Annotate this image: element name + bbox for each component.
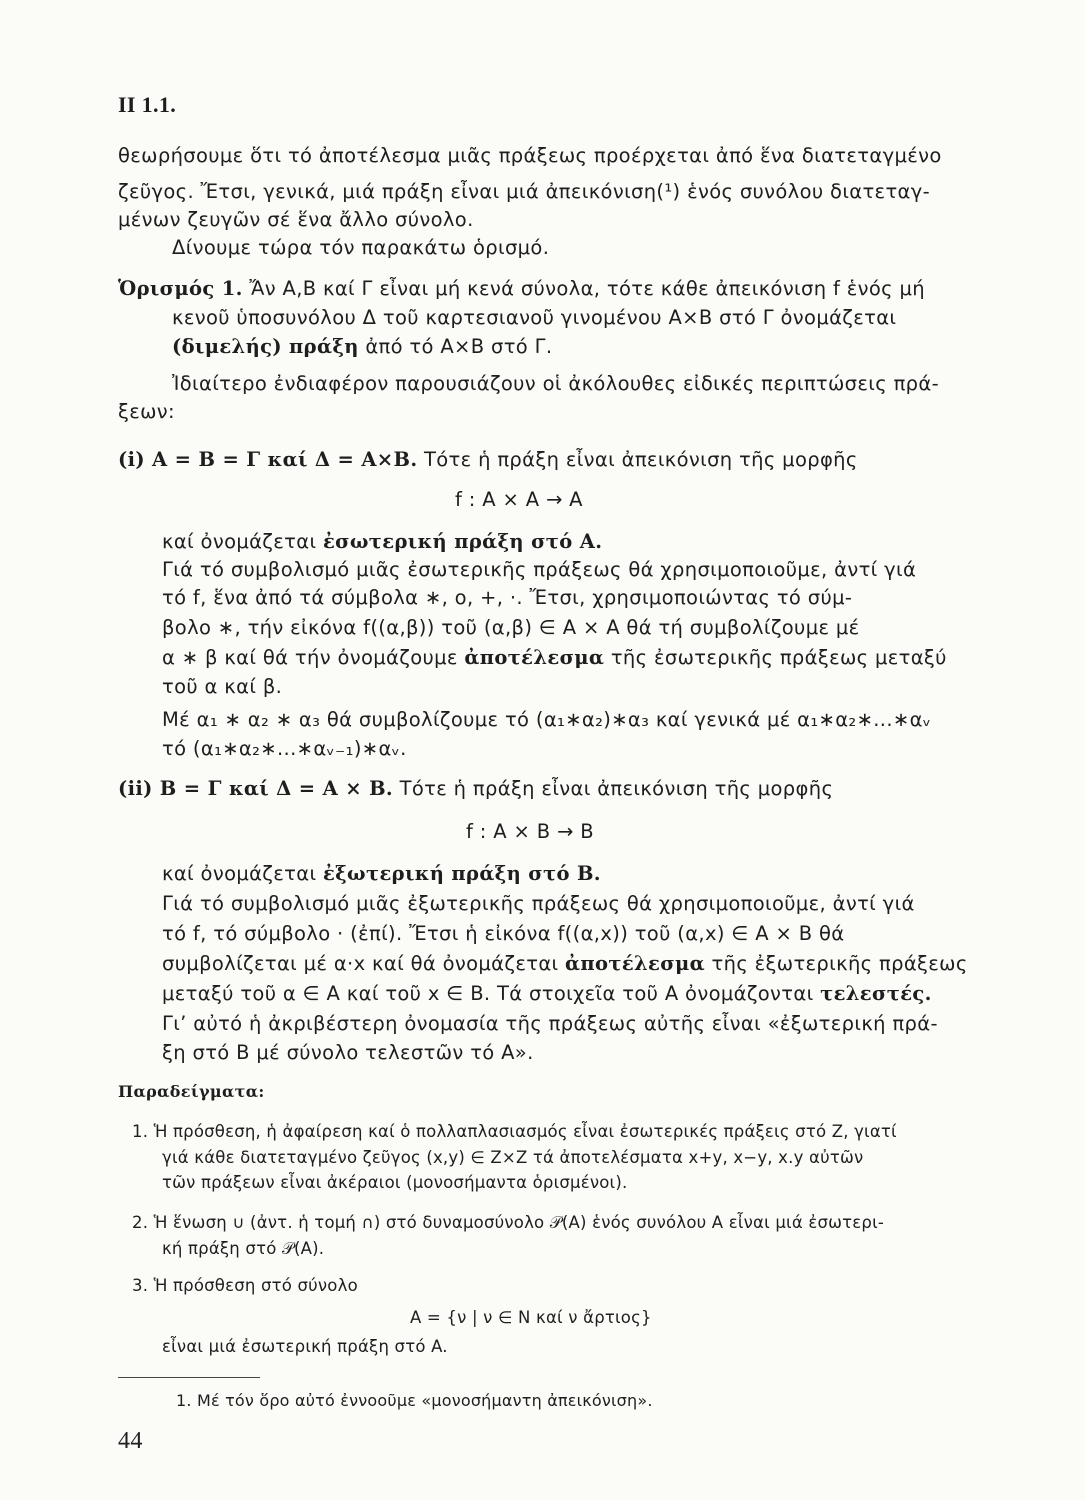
case-i-term: ἀποτέλεσμα bbox=[464, 646, 605, 669]
case-i-line: Γιά τό συμβολισμό μιᾶς ἐσωτερικῆς πράξεως θά χρησιμοποιοῦμε, ἀντί γιά bbox=[162, 558, 917, 581]
case-ii-named bbox=[162, 862, 601, 885]
section-header: II 1.1. bbox=[118, 92, 177, 117]
footnote-rule bbox=[118, 1377, 260, 1378]
case-ii-line: τό f, τό σύμβολο · (ἐπί). Ἔτσι ἡ εἰκόνα f((α,x)) τοῦ (α,x) ∈ A × B θά bbox=[162, 922, 845, 945]
case-ii-line: ξη στό B μέ σύνολο τελεστῶν τό A». bbox=[162, 1041, 534, 1064]
case-i-text: α ∗ β καί θά τήν ὀνομάζουμε bbox=[162, 646, 465, 669]
definition-line bbox=[118, 277, 925, 300]
case-i-line: τό f, ἕνα ἀπό τά σύμβολα ∗, ο, +, ·. Ἔτσι, χρησιμοποιώντας τό σύμ- bbox=[162, 586, 853, 609]
case-i-line: τό (α₁∗α₂∗...∗αᵥ₋₁)∗αᵥ. bbox=[162, 737, 407, 760]
intro-line: ζεῦγος. Ἔτσι, γενικά, μιά πράξη εἶναι μιά ἀπεικόνιση(¹) ἑνός συνόλου διατεταγ- bbox=[118, 180, 931, 203]
definition-text: Ἄν A,B καί Γ εἶναι μή κενά σύνολα, τότε κάθε ἀπεικόνιση f ἑνός μή bbox=[242, 277, 925, 300]
intro-line: Δίνουμε τώρα τόν παρακάτω ὁρισμό. bbox=[172, 236, 550, 259]
case-i-line: Μέ α₁ ∗ α₂ ∗ α₃ θά συμβολίζουμε τό (α₁∗α₂)∗α₃ καί γενικά μέ α₁∗α₂∗...∗αᵥ bbox=[162, 708, 932, 731]
definition-line bbox=[172, 335, 552, 358]
example-formula: A = {ν | ν ∈ N καί ν ἄρτιος} bbox=[410, 1308, 652, 1327]
definition-line: Ἰδιαίτερο ἐνδιαφέρον παρουσιάζουν οἱ ἀκόλουθες εἰδικές περιπτώσεις πρά- bbox=[172, 372, 939, 395]
case-ii-line bbox=[162, 952, 968, 975]
example-line: εἶναι μιά ἐσωτερική πράξη στό A. bbox=[162, 1337, 448, 1356]
example-line: τῶν πράξεων εἶναι ἀκέραιοι (μονοσήμαντα ὁρισμένοι). bbox=[162, 1173, 628, 1192]
case-ii-text: Τότε ἡ πράξη εἶναι ἀπεικόνιση τῆς μορφῆς bbox=[393, 777, 834, 800]
intro-line: θεωρήσουμε ὅτι τό ἀποτέλεσμα μιᾶς πράξεως προέρχεται ἀπό ἕνα διατεταγμένο bbox=[118, 144, 942, 167]
case-ii-line: Γιά τό συμβολισμό μιᾶς ἐξωτερικῆς πράξεως θά χρησιμοποιοῦμε, ἀντί γιά bbox=[162, 892, 915, 915]
case-ii-text: καί ὀνομάζεται bbox=[162, 862, 323, 885]
case-ii-text: τῆς ἐξωτερικῆς πράξεως bbox=[704, 952, 968, 975]
case-i-line: βολο ∗, τήν εἰκόνα f((α,β)) τοῦ (α,β) ∈ A × A θά τή συμβολίζουμε μέ bbox=[162, 616, 860, 639]
case-ii-line: Γι’ αὐτό ἡ ἀκριβέστερη ὀνομασία τῆς πράξεως αὐτῆς εἶναι «ἐξωτερική πρά- bbox=[162, 1012, 938, 1035]
case-i-line bbox=[162, 646, 947, 669]
case-i-formula: f : A × A → A bbox=[455, 488, 583, 511]
case-ii-line bbox=[162, 982, 932, 1005]
definition-line: κενοῦ ὑποσυνόλου Δ τοῦ καρτεσιανοῦ γινομένου A×B στό Γ ὀνομάζεται bbox=[172, 306, 897, 329]
case-i-term: ἐσωτερική πράξη στό A. bbox=[322, 530, 603, 553]
case-i-heading bbox=[118, 448, 858, 471]
case-i-text: καί ὀνομάζεται bbox=[162, 530, 323, 553]
example-line: 2. Ἡ ἕνωση ∪ (ἀντ. ἡ τομή ∩) στό δυναμοσύνολο 𝒫(A) ἑνός συνόλου A εἶναι μιά ἐσωτερι- bbox=[132, 1213, 885, 1232]
case-i-text: Τότε ἡ πράξη εἶναι ἀπεικόνιση τῆς μορφῆς bbox=[417, 448, 858, 471]
case-ii-term: ἀποτέλεσμα bbox=[565, 952, 705, 975]
definition-text: ἀπό τό A×B στό Γ. bbox=[358, 335, 553, 358]
definition-label: Ὁρισμός 1. bbox=[118, 277, 243, 300]
example-line: γιά κάθε διατεταγμένο ζεῦγος (x,y) ∈ Z×Z τά ἀποτελέσματα x+y, x−y, x.y αὐτῶν bbox=[162, 1148, 864, 1167]
case-i-label: (i) A = B = Γ καί Δ = A×B. bbox=[118, 448, 418, 471]
examples-heading: Παραδείγματα: bbox=[118, 1082, 265, 1101]
case-ii-term: τελεστές. bbox=[820, 982, 932, 1005]
footnote: 1. Μέ τόν ὅρο αὐτό ἐννοοῦμε «μονοσήμαντη ἀπεικόνιση». bbox=[176, 1391, 653, 1410]
case-i-named bbox=[162, 530, 602, 553]
example-line: κή πράξη στό 𝒫(A). bbox=[162, 1239, 325, 1258]
intro-line: μένων ζευγῶν σέ ἕνα ἄλλο σύνολο. bbox=[118, 208, 474, 231]
case-ii-formula: f : A × B → B bbox=[466, 820, 594, 843]
example-line: 1. Ἡ πρόσθεση, ἡ ἀφαίρεση καί ὁ πολλαπλασιασμός εἶναι ἐσωτερικές πράξεις στό Z, γιατί bbox=[132, 1122, 897, 1141]
case-ii-term: ἐξωτερική πράξη στό B. bbox=[322, 862, 601, 885]
case-i-text: τῆς ἐσωτερικῆς πράξεως μεταξύ bbox=[604, 646, 947, 669]
definition-line: ξεων: bbox=[118, 400, 175, 423]
case-ii-label: (ii) B = Γ καί Δ = A × B. bbox=[118, 777, 394, 800]
case-i-line: τοῦ α καί β. bbox=[162, 675, 283, 698]
example-line: 3. Ἡ πρόσθεση στό σύνολο bbox=[132, 1276, 358, 1295]
page-number: 44 bbox=[118, 1428, 143, 1454]
definition-term: (διμελής) πράξη bbox=[172, 335, 359, 358]
case-ii-heading bbox=[118, 777, 833, 800]
case-ii-text: μεταξύ τοῦ α ∈ A καί τοῦ x ∈ B. Τά στοιχεῖα τοῦ A ὀνομάζονται bbox=[162, 982, 821, 1005]
case-ii-text: συμβολίζεται μέ α·x καί θά ὀνομάζεται bbox=[162, 952, 566, 975]
